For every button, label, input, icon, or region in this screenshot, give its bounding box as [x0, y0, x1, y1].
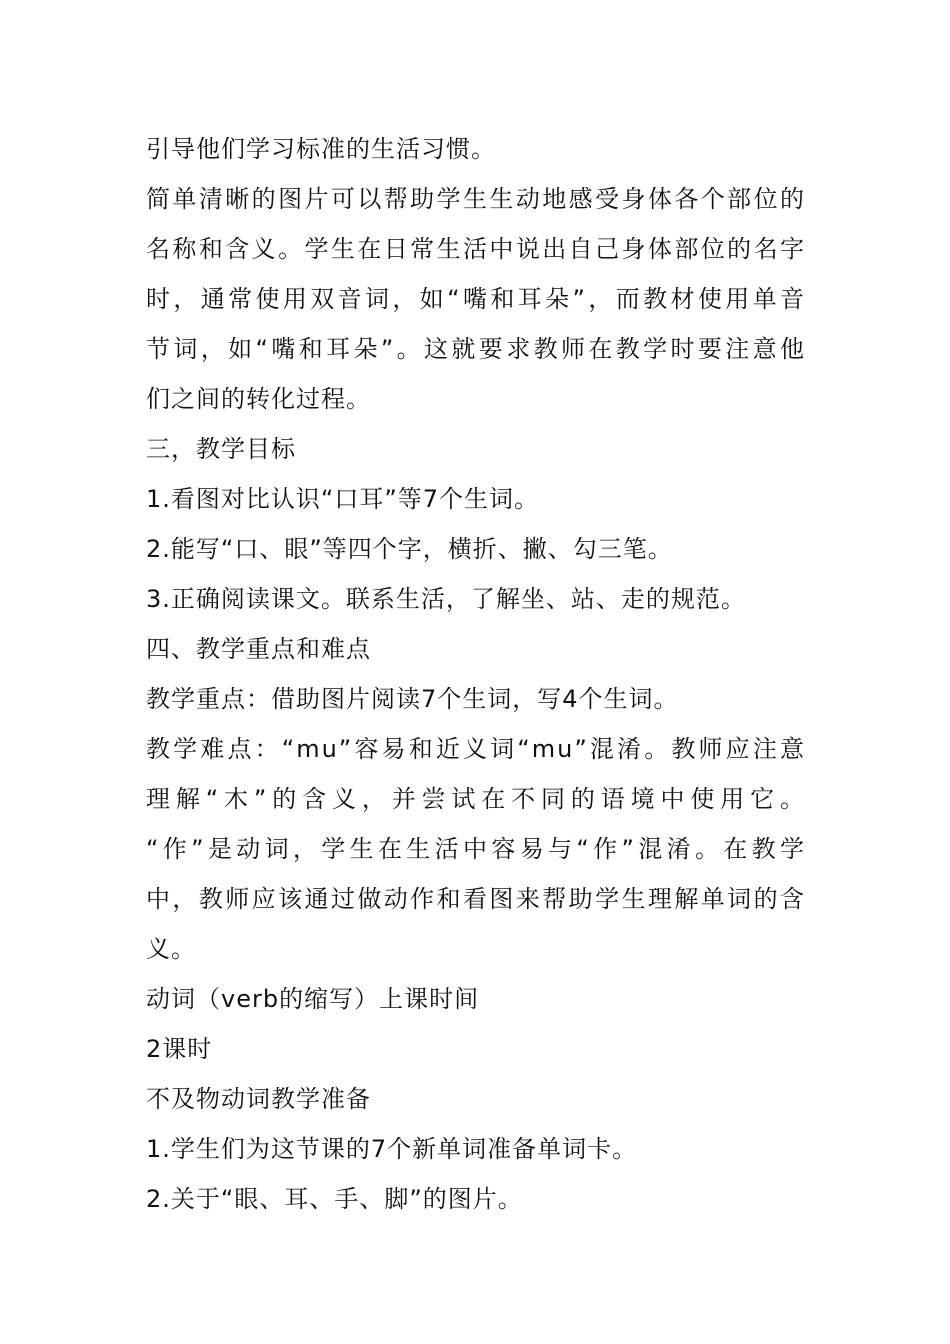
text-line: 们之间的转化过程。: [146, 385, 371, 413]
section-heading: 四、教学重点和难点: [146, 635, 371, 663]
text-line: 节词，如“嘴和耳朵”。这就要求教师在教学时要注意他: [146, 335, 806, 363]
text-line: 教学重点：借助图片阅读7个生词，写4个生词。: [146, 685, 679, 713]
text-line: “作”是动词，学生在生活中容易与“作”混淆。在教学: [146, 835, 806, 863]
list-item: 2.关于“眼、耳、手、脚”的图片。: [146, 1185, 523, 1213]
text-line: 2课时: [146, 1035, 213, 1063]
text-line: 理解“木”的含义，并尝试在不同的语境中使用它。: [146, 785, 806, 813]
document-body: [146, 124, 806, 1224]
text-line: 教学难点：“mu”容易和近义词“mu”混淆。教师应注意: [146, 735, 806, 763]
text-line: 引导他们学习标准的生活习惯。: [146, 135, 496, 163]
text-line: 义。: [146, 935, 196, 963]
text-line: 时，通常使用双音词，如“嘴和耳朵”，而教材使用单音: [146, 285, 806, 313]
section-heading: 三，教学目标: [146, 435, 296, 463]
text-line: 中，教师应该通过做动作和看图来帮助学生理解单词的含: [146, 885, 806, 913]
text-line: 名称和含义。学生在日常生活中说出自己身体部位的名字: [146, 235, 806, 263]
list-item: 3.正确阅读课文。联系生活，了解坐、站、走的规范。: [146, 585, 746, 613]
text-line: 不及物动词教学准备: [146, 1085, 371, 1113]
list-item: 2.能写“口、眼”等四个字，横折、撇、勾三笔。: [146, 535, 673, 563]
text-line: 简单清晰的图片可以帮助学生生动地感受身体各个部位的: [146, 185, 806, 213]
text-line: 动词（verb的缩写）上课时间: [146, 985, 480, 1013]
list-item: 1.看图对比认识“口耳”等7个生词。: [146, 485, 540, 513]
list-item: 1.学生们为这节课的7个新单词准备单词卡。: [146, 1135, 638, 1163]
